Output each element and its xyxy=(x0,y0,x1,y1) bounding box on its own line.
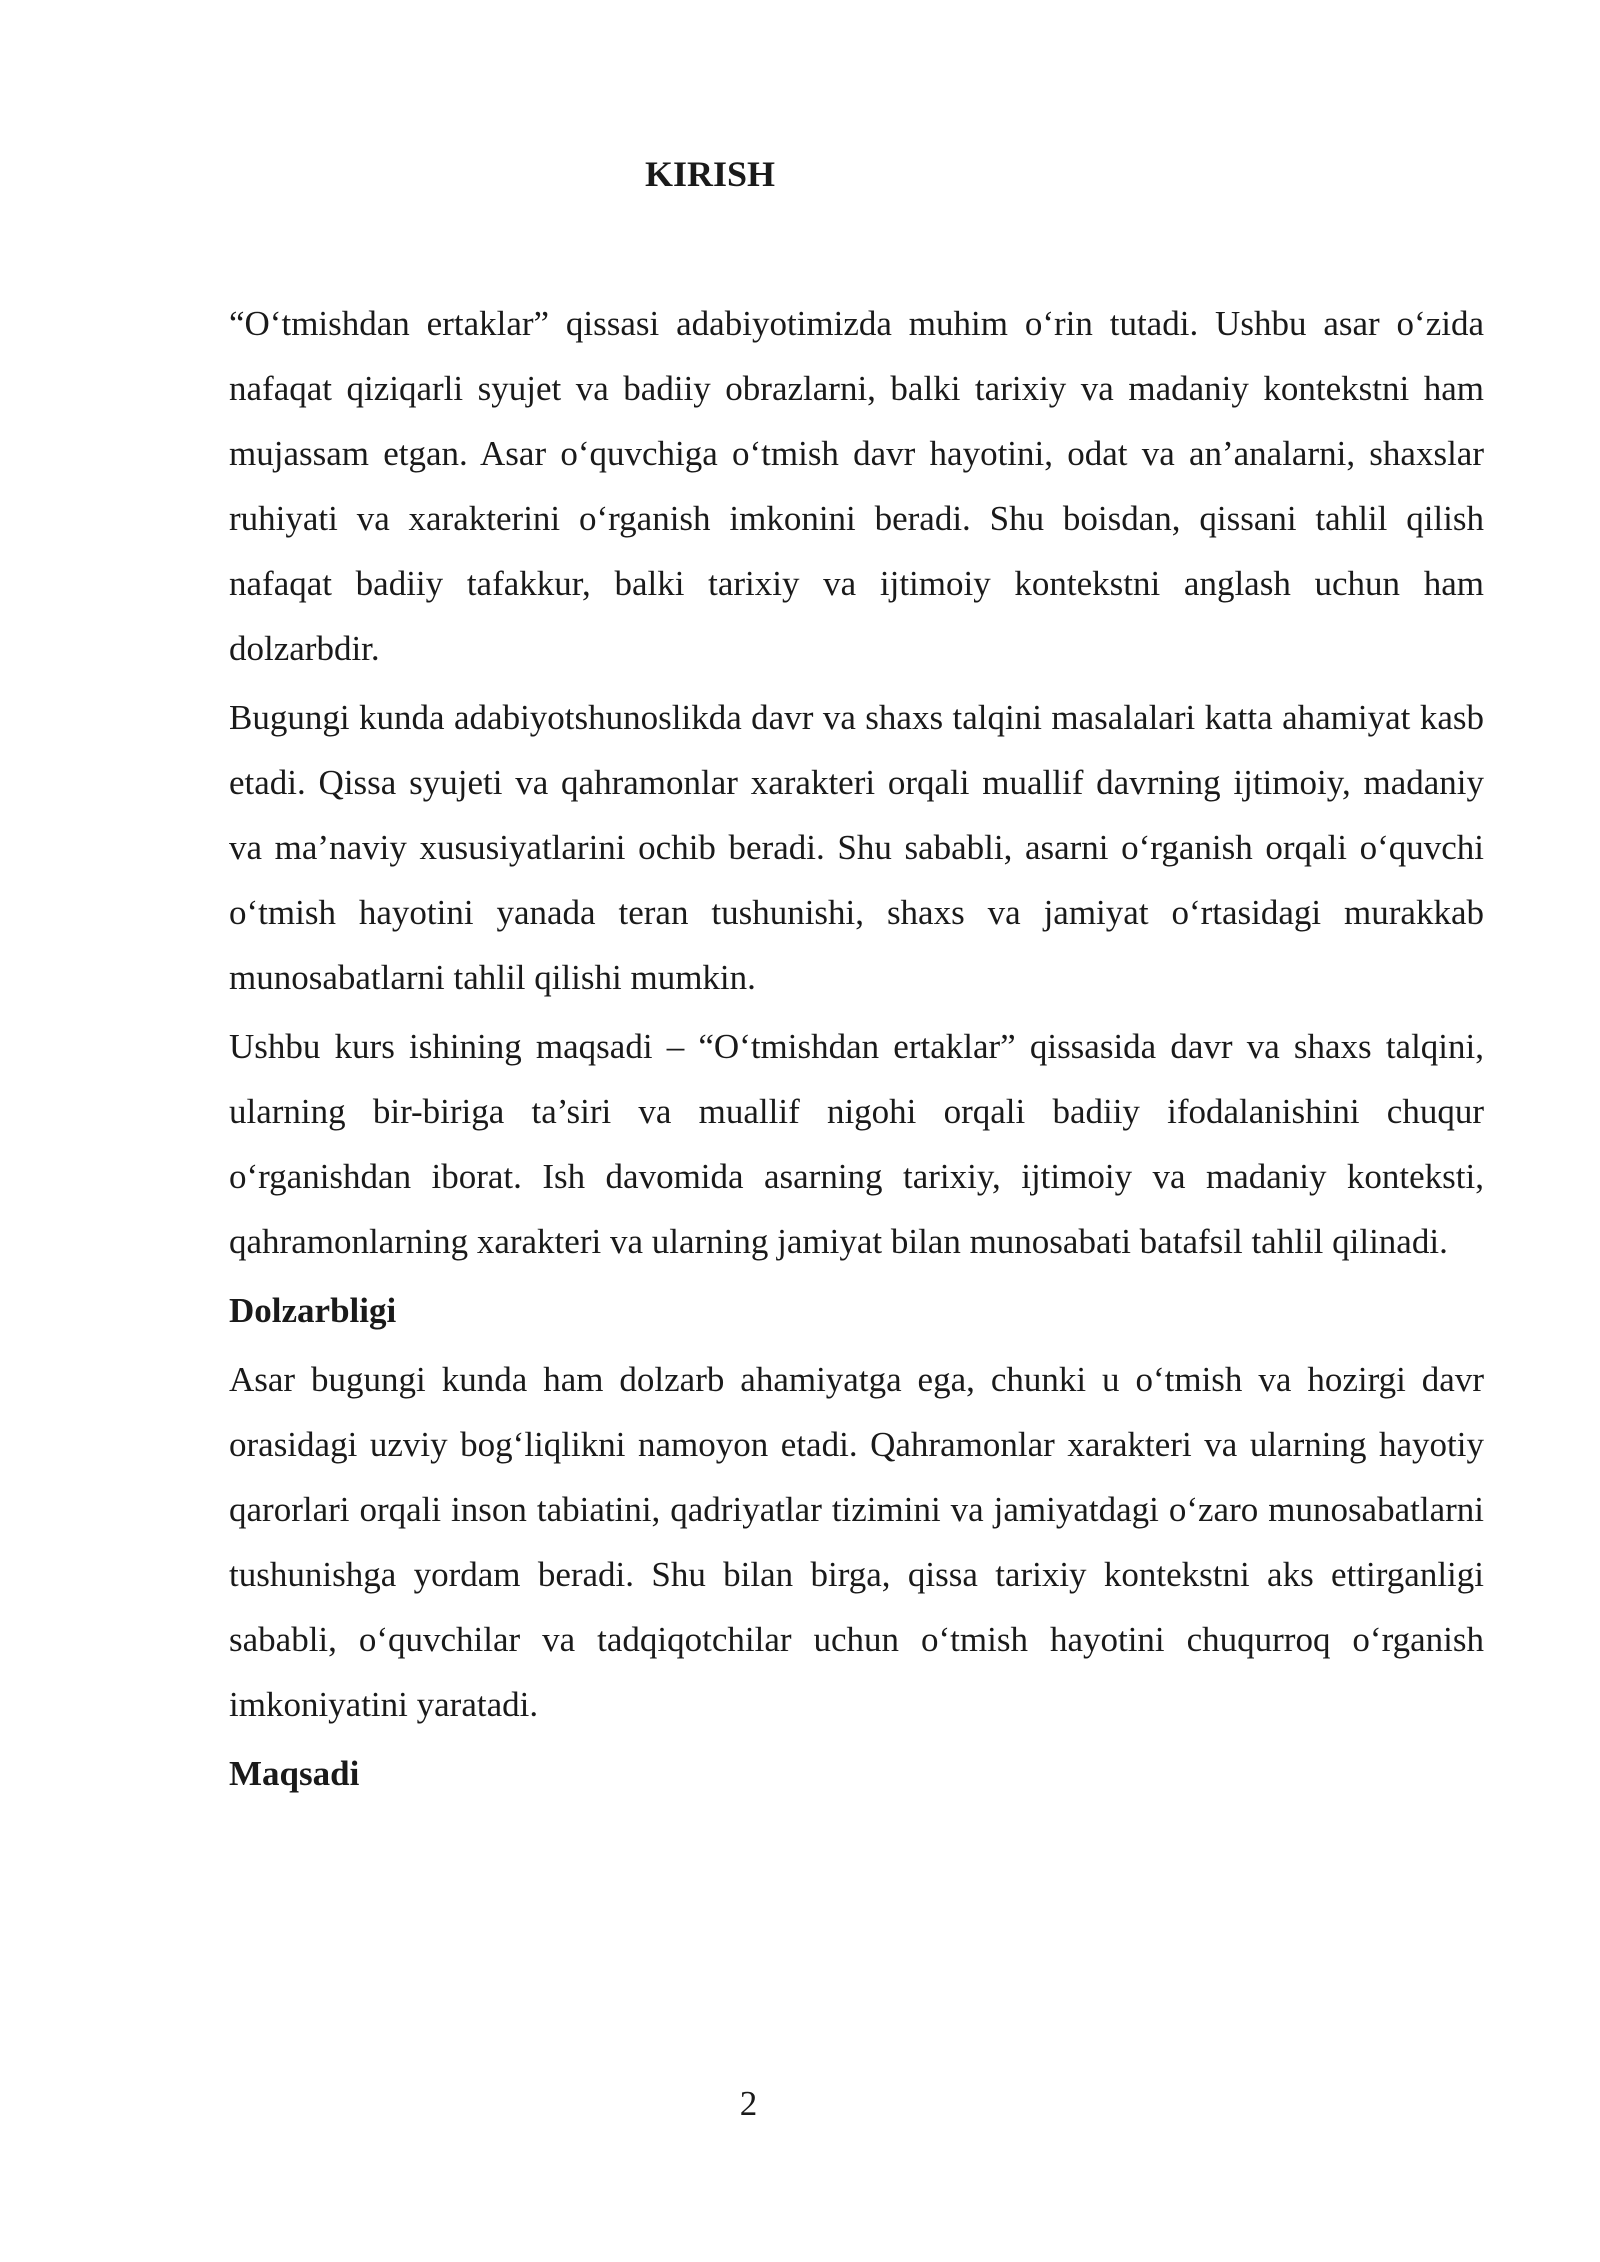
document-body xyxy=(229,291,1484,1810)
relevance-paragraph: Asar bugungi kunda ham dolzarb ahamiyatga ega, chunki u o‘tmish va hozirgi davr orasidagi uzviy bog‘liqlikni namoyon etadi. Qahramonlar xarakteri va ularning hayotiy qarorlari orqali inson tabiatini, qadriyatlar tizimini va jamiyatdagi o‘zaro munosabatlarni tushunishga yordam beradi. Shu bilan birga, qissa tarixiy kontekstni aks ettirganligi sababli, o‘quvchilar va tadqiqotchilar uchun o‘tmish hayotini chuqurroq o‘rganish imkoniyatini yaratadi. xyxy=(229,1360,1484,1724)
intro-paragraph-3: Ushbu kurs ishining maqsadi – “O‘tmishdan ertaklar” qissasida davr va shaxs talqini, ularning bir-biriga ta’siri va muallif nigohi orqali badiiy ifodalanishini chuqur o‘rganishdan iborat. Ish davomida asarning tarixiy, ijtimoiy va madaniy konteksti, qahramonlarning xarakteri va ularning jamiyat bilan munosabati batafsil tahlil qilinadi. xyxy=(229,1027,1484,1261)
intro-paragraph-2: Bugungi kunda adabiyotshunoslikda davr va shaxs talqini masalalari katta ahamiyat kasb etadi. Qissa syujeti va qahramonlar xarakteri orqali muallif davrning ijtimoiy, madaniy va ma’naviy xususiyatlarini ochib beradi. Shu sababli, asarni o‘rganish orqali o‘quvchi o‘tmish hayotini yanada teran tushunishi, shaxs va jamiyat o‘rtasidagi murakkab munosabatlarni tahlil qilishi mumkin. xyxy=(229,698,1484,997)
page-number: 2 xyxy=(739,2084,758,2123)
section-heading-goal: Maqsadi xyxy=(229,1754,360,1793)
section-heading-relevance: Dolzarbligi xyxy=(229,1291,397,1330)
page-title: KIRISH xyxy=(644,154,776,194)
intro-paragraph-1: “O‘tmishdan ertaklar” qissasi adabiyotimizda muhim o‘rin tutadi. Ushbu asar o‘zida nafaqat qiziqarli syujet va badiiy obrazlarni, balki tarixiy va madaniy kontekstni ham mujassam etgan. Asar o‘quvchiga o‘tmish davr hayotini, odat va an’analarni, shaxslar ruhiyati va xarakterini o‘rganish imkonini beradi. Shu boisdan, qissani tahlil qilish nafaqat badiiy tafakkur, balki tarixiy va ijtimoiy kontekstni anglash uchun ham dolzarbdir. xyxy=(229,304,1484,668)
